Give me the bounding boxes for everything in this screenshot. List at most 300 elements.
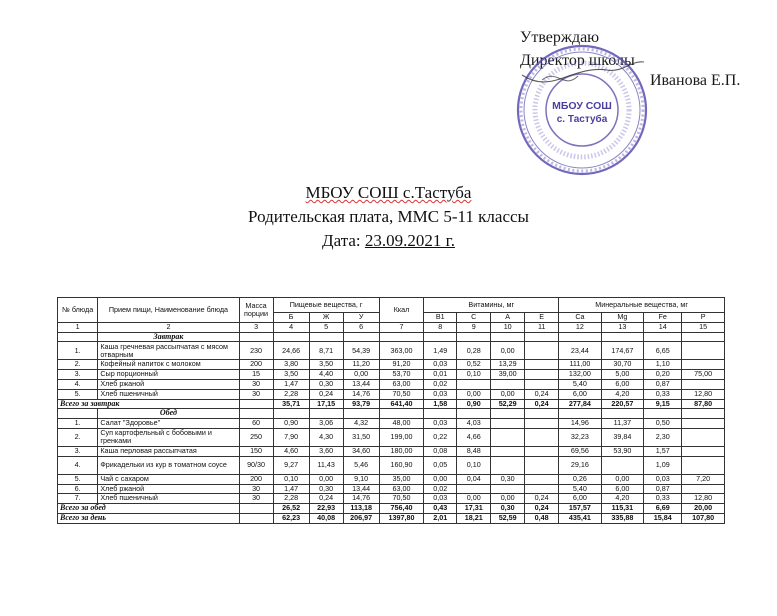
column-number-5: 5 [309, 322, 343, 332]
header-num: № блюда [58, 298, 98, 323]
dish-number: 4. [58, 456, 98, 474]
table-cell: 199,00 [379, 428, 424, 446]
document-date: Дата: 23.09.2021 г. [322, 231, 455, 250]
total-cell: 17,31 [457, 504, 491, 514]
total-cell: 0,30 [491, 504, 525, 514]
table-cell [343, 409, 379, 419]
table-cell: 250 [239, 428, 273, 446]
table-cell [525, 474, 559, 484]
table-cell [682, 342, 725, 360]
table-cell [273, 409, 309, 419]
table-cell: 6,00 [559, 389, 601, 399]
total-cell: 335,88 [601, 513, 643, 523]
table-cell [601, 332, 643, 342]
table-cell: 11,37 [601, 419, 643, 429]
table-row [58, 446, 725, 456]
dish-number: 3. [58, 370, 98, 380]
table-cell [525, 332, 559, 342]
total-cell: 641,40 [379, 399, 424, 409]
table-cell: 4,32 [343, 419, 379, 429]
header-sub-8: Mg [601, 313, 643, 323]
total-cell: 0,24 [525, 504, 559, 514]
table-cell: 0,22 [424, 428, 457, 446]
dish-number: 2. [58, 428, 98, 446]
table-cell: 3,50 [273, 370, 309, 380]
date-value: 23.09.2021 г. [364, 231, 455, 250]
table-cell: 4,66 [457, 428, 491, 446]
total-cell: 0,43 [424, 504, 457, 514]
table-cell: 180,00 [379, 446, 424, 456]
table-cell [457, 409, 491, 419]
table-cell [559, 332, 601, 342]
table-row [58, 360, 725, 370]
table-cell [309, 332, 343, 342]
total-cell: 52,29 [491, 399, 525, 409]
table-cell: 0,00 [491, 389, 525, 399]
total-cell: 52,59 [491, 513, 525, 523]
total-cell: 17,15 [309, 399, 343, 409]
table-cell: 200 [239, 360, 273, 370]
table-cell: 31,50 [343, 428, 379, 446]
total-cell: 22,93 [309, 504, 343, 514]
dish-number: 6. [58, 484, 98, 494]
table-cell: 48,00 [379, 419, 424, 429]
table-cell [491, 409, 525, 419]
header-sub-10: P [682, 313, 725, 323]
table-row [58, 494, 725, 504]
total-cell: 115,31 [601, 504, 643, 514]
total-cell: 20,00 [682, 504, 725, 514]
table-cell: 14,96 [559, 419, 601, 429]
column-number-11: 11 [525, 322, 559, 332]
table-cell: 0,24 [525, 389, 559, 399]
table-cell: 2,28 [273, 389, 309, 399]
table-cell: 11,43 [309, 456, 343, 474]
section-title: Завтрак [98, 332, 239, 342]
table-cell: 0,24 [525, 494, 559, 504]
dish-name: Хлеб ржаной [98, 379, 239, 389]
section-header-row [58, 409, 725, 419]
table-cell [457, 332, 491, 342]
table-cell [525, 446, 559, 456]
table-cell: 7,20 [682, 474, 725, 484]
dish-name: Чай с сахаром [98, 474, 239, 484]
table-cell: 1,49 [424, 342, 457, 360]
table-cell: 0,03 [644, 474, 682, 484]
total-label: Всего за день [58, 513, 240, 523]
table-cell [424, 409, 457, 419]
table-cell: 3,80 [273, 360, 309, 370]
table-cell [559, 409, 601, 419]
table-cell: 12,80 [682, 494, 725, 504]
header-sub-4: C [457, 313, 491, 323]
table-cell [682, 456, 725, 474]
column-number-2: 2 [98, 322, 239, 332]
dish-number: 4. [58, 379, 98, 389]
dish-name: Кофейный напиток с молоком [98, 360, 239, 370]
table-cell: 200 [239, 474, 273, 484]
table-cell: 0,00 [343, 370, 379, 380]
table-cell: 53,90 [601, 446, 643, 456]
table-cell [682, 332, 725, 342]
header-sub-2: У [343, 313, 379, 323]
total-cell: 93,79 [343, 399, 379, 409]
total-cell: 113,18 [343, 504, 379, 514]
table-cell: 1,47 [273, 484, 309, 494]
table-row [58, 428, 725, 446]
table-cell [525, 370, 559, 380]
approval-line-1: Утверждаю [520, 29, 600, 46]
header-sub-9: Fe [644, 313, 682, 323]
section-title: Обед [98, 409, 239, 419]
table-cell: 4,20 [601, 389, 643, 399]
table-cell: 6,00 [601, 484, 643, 494]
dish-name: Суп картофельный с бобовыми и гренками [98, 428, 239, 446]
table-cell: 5,46 [343, 456, 379, 474]
table-cell: 0,02 [424, 379, 457, 389]
table-cell: 30 [239, 494, 273, 504]
table-cell: 29,16 [559, 456, 601, 474]
table-cell: 30 [239, 379, 273, 389]
table-cell: 4,40 [309, 370, 343, 380]
column-number-9: 9 [457, 322, 491, 332]
header-meal: Прием пищи, Наименование блюда [98, 298, 239, 323]
table-cell: 230 [239, 342, 273, 360]
header-column-numbers [58, 322, 725, 332]
column-number-15: 15 [682, 322, 725, 332]
table-cell: 0,00 [424, 474, 457, 484]
table-cell: 70,50 [379, 389, 424, 399]
table-cell [379, 409, 424, 419]
table-cell: 0,24 [309, 494, 343, 504]
table-cell: 3,50 [309, 360, 343, 370]
table-cell [601, 456, 643, 474]
table-cell: 111,00 [559, 360, 601, 370]
dish-number: 1. [58, 342, 98, 360]
table-cell: 0,03 [424, 360, 457, 370]
table-cell: 24,66 [273, 342, 309, 360]
column-number-14: 14 [644, 322, 682, 332]
table-cell: 0,30 [491, 474, 525, 484]
table-cell: 3,60 [309, 446, 343, 456]
table-header [58, 298, 725, 333]
dish-number: 5. [58, 474, 98, 484]
table-cell: 13,29 [491, 360, 525, 370]
dish-number: 7. [58, 494, 98, 504]
table-cell [525, 409, 559, 419]
table-cell [491, 484, 525, 494]
table-cell: 8,48 [457, 446, 491, 456]
header-sub-6: E [525, 313, 559, 323]
dish-name: Хлеб пшеничный [98, 494, 239, 504]
approval-line-2: Директор школы [520, 52, 635, 69]
table-cell [601, 409, 643, 419]
table-cell [457, 484, 491, 494]
table-cell: 0,08 [424, 446, 457, 456]
table-cell: 8,71 [309, 342, 343, 360]
day-total-row [58, 513, 725, 523]
table-cell: 0,52 [457, 360, 491, 370]
table-cell: 69,56 [559, 446, 601, 456]
table-cell: 30 [239, 389, 273, 399]
column-number-3: 3 [239, 322, 273, 332]
total-label: Всего за обед [58, 504, 240, 514]
table-cell: 30,70 [601, 360, 643, 370]
table-cell [424, 332, 457, 342]
table-cell: 75,00 [682, 370, 725, 380]
table-cell: 174,67 [601, 342, 643, 360]
dish-name: Каша гречневая рассыпчатая с мясом отварным [98, 342, 239, 360]
table-cell [491, 428, 525, 446]
table-cell: 23,44 [559, 342, 601, 360]
document-subtitle: Родительская плата, ММС 5-11 классы [248, 207, 529, 226]
total-cell: 62,23 [273, 513, 309, 523]
table-cell [682, 409, 725, 419]
table-cell: 132,00 [559, 370, 601, 380]
table-cell: 14,76 [343, 494, 379, 504]
table-cell: 0,30 [309, 379, 343, 389]
column-number-8: 8 [424, 322, 457, 332]
table-cell: 150 [239, 446, 273, 456]
table-cell: 12,80 [682, 389, 725, 399]
total-cell [239, 513, 273, 523]
dish-number: 1. [58, 419, 98, 429]
table-cell: 0,30 [309, 484, 343, 494]
table-cell: 0,00 [457, 494, 491, 504]
menu-table [57, 297, 725, 524]
table-cell: 0,03 [424, 419, 457, 429]
dish-name: Хлеб пшеничный [98, 389, 239, 399]
column-number-4: 4 [273, 322, 309, 332]
total-cell: 15,84 [644, 513, 682, 523]
table-row [58, 379, 725, 389]
table-cell [682, 419, 725, 429]
table-cell [491, 419, 525, 429]
table-cell: 0,01 [424, 370, 457, 380]
table-cell: 0,02 [424, 484, 457, 494]
table-cell: 9,27 [273, 456, 309, 474]
dish-number: 5. [58, 389, 98, 399]
table-cell: 0,87 [644, 484, 682, 494]
table-cell: 13,44 [343, 484, 379, 494]
total-cell [239, 399, 273, 409]
table-cell [239, 332, 273, 342]
table-cell: 0,00 [309, 474, 343, 484]
table-cell [682, 379, 725, 389]
table-cell: 0,20 [644, 370, 682, 380]
table-row [58, 389, 725, 399]
total-cell: 6,69 [644, 504, 682, 514]
total-cell: 0,48 [525, 513, 559, 523]
school-stamp [512, 40, 652, 180]
table-cell [491, 446, 525, 456]
table-row [58, 484, 725, 494]
table-cell: 1,10 [644, 360, 682, 370]
table-cell: 5,40 [559, 484, 601, 494]
dish-name: Фрикадельки из кур в томатном соусе [98, 456, 239, 474]
total-cell: 1397,80 [379, 513, 424, 523]
table-cell: 0,87 [644, 379, 682, 389]
header-sub-7: Ca [559, 313, 601, 323]
header-sub-5: A [491, 313, 525, 323]
total-cell: 40,08 [309, 513, 343, 523]
dish-number: 3. [58, 446, 98, 456]
table-cell: 2,30 [644, 428, 682, 446]
table-row [58, 419, 725, 429]
table-cell [682, 446, 725, 456]
table-cell: 6,00 [559, 494, 601, 504]
table-cell: 363,00 [379, 342, 424, 360]
table-cell [58, 332, 98, 342]
table-cell [644, 332, 682, 342]
table-cell: 160,90 [379, 456, 424, 474]
dish-name: Салат "Здоровье" [98, 419, 239, 429]
table-cell: 30 [239, 484, 273, 494]
total-cell: 756,40 [379, 504, 424, 514]
table-cell: 2,28 [273, 494, 309, 504]
table-cell: 0,28 [457, 342, 491, 360]
table-cell: 14,76 [343, 389, 379, 399]
table-cell [273, 332, 309, 342]
table-cell: 53,70 [379, 370, 424, 380]
total-cell: 0,90 [457, 399, 491, 409]
table-cell: 6,00 [601, 379, 643, 389]
table-cell: 5,40 [559, 379, 601, 389]
total-cell: 435,41 [559, 513, 601, 523]
header-nutrients: Пищевые вещества, г [273, 298, 379, 313]
table-cell: 15 [239, 370, 273, 380]
table-cell [525, 484, 559, 494]
total-cell: 107,80 [682, 513, 725, 523]
column-number-13: 13 [601, 322, 643, 332]
header-mass: Масса порции [239, 298, 273, 323]
table-cell [644, 409, 682, 419]
table-cell: 1,09 [644, 456, 682, 474]
table-row [58, 474, 725, 484]
table-cell: 91,20 [379, 360, 424, 370]
approval-signer: Иванова Е.П. [650, 72, 741, 89]
table-cell: 0,90 [273, 419, 309, 429]
table-cell: 32,23 [559, 428, 601, 446]
table-cell: 0,24 [309, 389, 343, 399]
table-cell [239, 409, 273, 419]
table-cell: 0,10 [457, 456, 491, 474]
table-cell: 0,33 [644, 389, 682, 399]
total-cell: 157,57 [559, 504, 601, 514]
table-cell: 9,10 [343, 474, 379, 484]
table-cell: 13,44 [343, 379, 379, 389]
table-cell: 54,39 [343, 342, 379, 360]
table-cell: 63,00 [379, 379, 424, 389]
table-cell [525, 419, 559, 429]
table-cell [58, 409, 98, 419]
table-cell: 0,03 [424, 389, 457, 399]
table-cell: 4,20 [601, 494, 643, 504]
header-sub-3: B1 [424, 313, 457, 323]
table-row [58, 370, 725, 380]
stamp-text-line-1: МБОУ СОШ [552, 100, 612, 112]
table-cell [682, 484, 725, 494]
column-number-1: 1 [58, 322, 98, 332]
total-cell: 220,57 [601, 399, 643, 409]
table-cell: 0,10 [273, 474, 309, 484]
total-cell: 18,21 [457, 513, 491, 523]
total-cell: 9,15 [644, 399, 682, 409]
dish-name: Хлеб ржаной [98, 484, 239, 494]
table-cell: 0,00 [457, 389, 491, 399]
dish-name: Каша перловая рассыпчатая [98, 446, 239, 456]
table-cell [379, 332, 424, 342]
stamp-text-line-2: с. Тастуба [556, 114, 608, 125]
table-cell: 90/30 [239, 456, 273, 474]
table-cell: 1,57 [644, 446, 682, 456]
section-total-row [58, 504, 725, 514]
header-sub-1: Ж [309, 313, 343, 323]
table-cell: 0,00 [491, 494, 525, 504]
total-cell: 87,80 [682, 399, 725, 409]
table-cell: 3,06 [309, 419, 343, 429]
section-total-row [58, 399, 725, 409]
table-cell: 0,00 [601, 474, 643, 484]
total-cell: 277,84 [559, 399, 601, 409]
table-body [58, 332, 725, 523]
table-cell: 11,20 [343, 360, 379, 370]
table-cell [491, 456, 525, 474]
column-number-10: 10 [491, 322, 525, 332]
table-cell: 39,00 [491, 370, 525, 380]
table-cell [491, 379, 525, 389]
table-cell: 0,04 [457, 474, 491, 484]
table-cell: 0,26 [559, 474, 601, 484]
header-minerals: Минеральные вещества, мг [559, 298, 725, 313]
table-cell: 6,65 [644, 342, 682, 360]
total-cell: 1,58 [424, 399, 457, 409]
school-name: МБОУ СОШ с.Тастуба [305, 183, 472, 202]
column-number-12: 12 [559, 322, 601, 332]
dish-number: 2. [58, 360, 98, 370]
dish-name: Сыр порционный [98, 370, 239, 380]
table-cell [525, 342, 559, 360]
table-cell: 0,33 [644, 494, 682, 504]
table-cell [525, 456, 559, 474]
total-label: Всего за завтрак [58, 399, 240, 409]
table-cell: 0,05 [424, 456, 457, 474]
table-cell: 34,60 [343, 446, 379, 456]
table-cell [682, 428, 725, 446]
table-cell: 70,50 [379, 494, 424, 504]
table-cell: 5,00 [601, 370, 643, 380]
table-cell: 63,00 [379, 484, 424, 494]
table-cell: 1,47 [273, 379, 309, 389]
table-cell [491, 332, 525, 342]
table-cell: 60 [239, 419, 273, 429]
header-sub-0: Б [273, 313, 309, 323]
column-number-6: 6 [343, 322, 379, 332]
table-cell: 0,03 [424, 494, 457, 504]
header-vitamins: Витамины, мг [424, 298, 559, 313]
table-cell: 35,00 [379, 474, 424, 484]
table-cell: 0,10 [457, 370, 491, 380]
total-cell [239, 504, 273, 514]
table-cell: 4,60 [273, 446, 309, 456]
table-cell [525, 379, 559, 389]
table-row [58, 342, 725, 360]
table-cell: 0,50 [644, 419, 682, 429]
total-cell: 2,01 [424, 513, 457, 523]
total-cell: 35,71 [273, 399, 309, 409]
table-cell [682, 360, 725, 370]
header-kcal: Ккал [379, 298, 424, 323]
